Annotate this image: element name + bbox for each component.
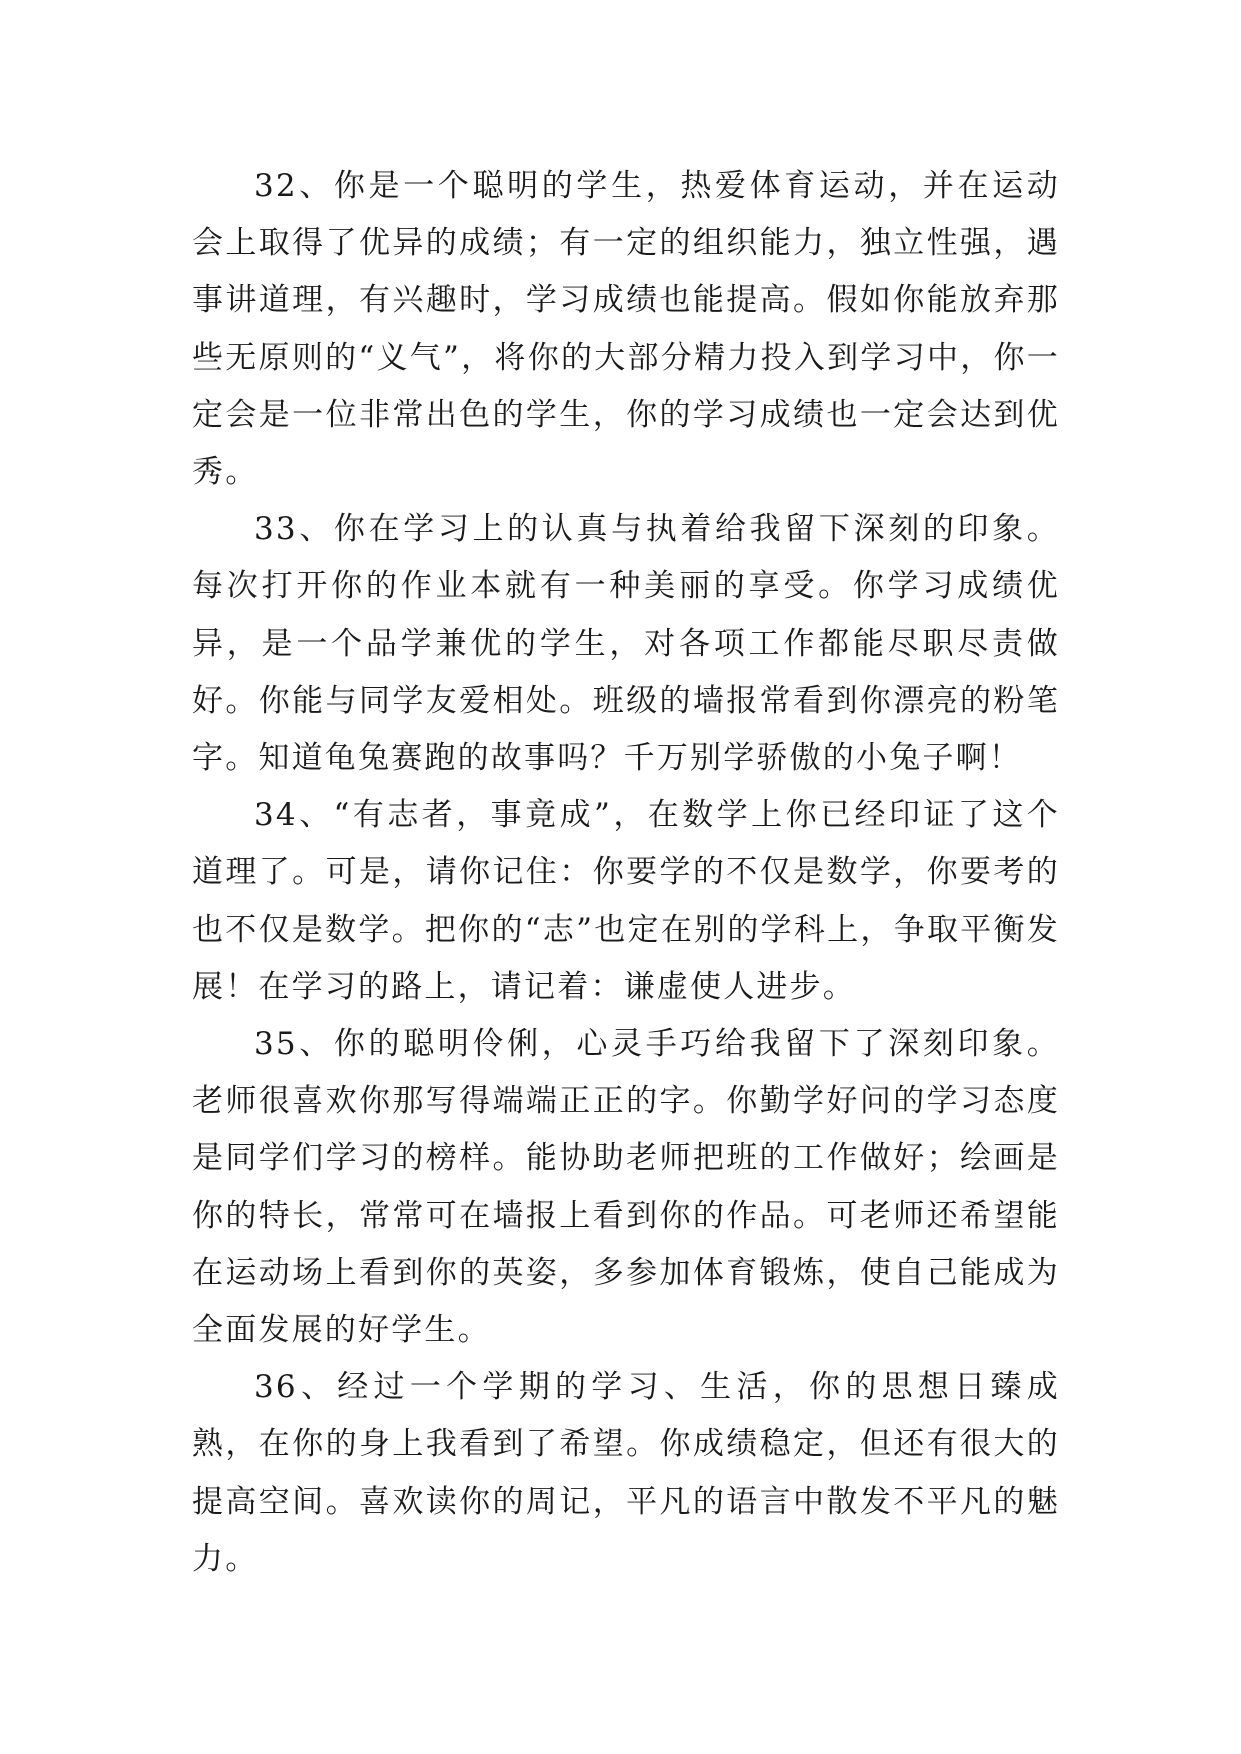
document-body bbox=[192, 158, 1060, 1588]
paragraph-34: 34、“有志者，事竟成”，在数学上你已经印证了这个道理了。可是，请你记住：你要学的不仅是数学，你要考的也不仅是数学。把你的“志”也定在别的学科上，争取平衡发展！在学习的路上，请记着：谦虚使人进步。 bbox=[192, 797, 1060, 1005]
paragraph-35: 35、你的聪明伶俐，心灵手巧给我留下了深刻印象。老师很喜欢你那写得端端正正的字。你勤学好问的学习态度是同学们学习的榜样。能协助老师把班的工作做好；绘画是你的特长，常常可在墙报上看到你的作品。可老师还希望能在运动场上看到你的英姿，多参加体育锻炼，使自己能成为全面发展的好学生。 bbox=[192, 1026, 1060, 1349]
paragraph-36: 36、经过一个学期的学习、生活，你的思想日臻成熟，在你的身上我看到了希望。你成绩稳定，但还有很大的提高空间。喜欢读你的周记，平凡的语言中散发不平凡的魅力。 bbox=[192, 1369, 1060, 1577]
paragraph-33: 33、你在学习上的认真与执着给我留下深刻的印象。每次打开你的作业本就有一种美丽的享受。你学习成绩优异，是一个品学兼优的学生，对各项工作都能尽职尽责做好。你能与同学友爱相处。班级的墙报常看到你漂亮的粉笔字。知道龟兔赛跑的故事吗？千万别学骄傲的小兔子啊！ bbox=[192, 511, 1060, 777]
paragraph-32: 32、你是一个聪明的学生，热爱体育运动，并在运动会上取得了优异的成绩；有一定的组织能力，独立性强，遇事讲道理，有兴趣时，学习成绩也能提高。假如你能放弃那些无原则的“义气”，将你的大部分精力投入到学习中，你一定会是一位非常出色的学生，你的学习成绩也一定会达到优秀。 bbox=[192, 168, 1060, 491]
